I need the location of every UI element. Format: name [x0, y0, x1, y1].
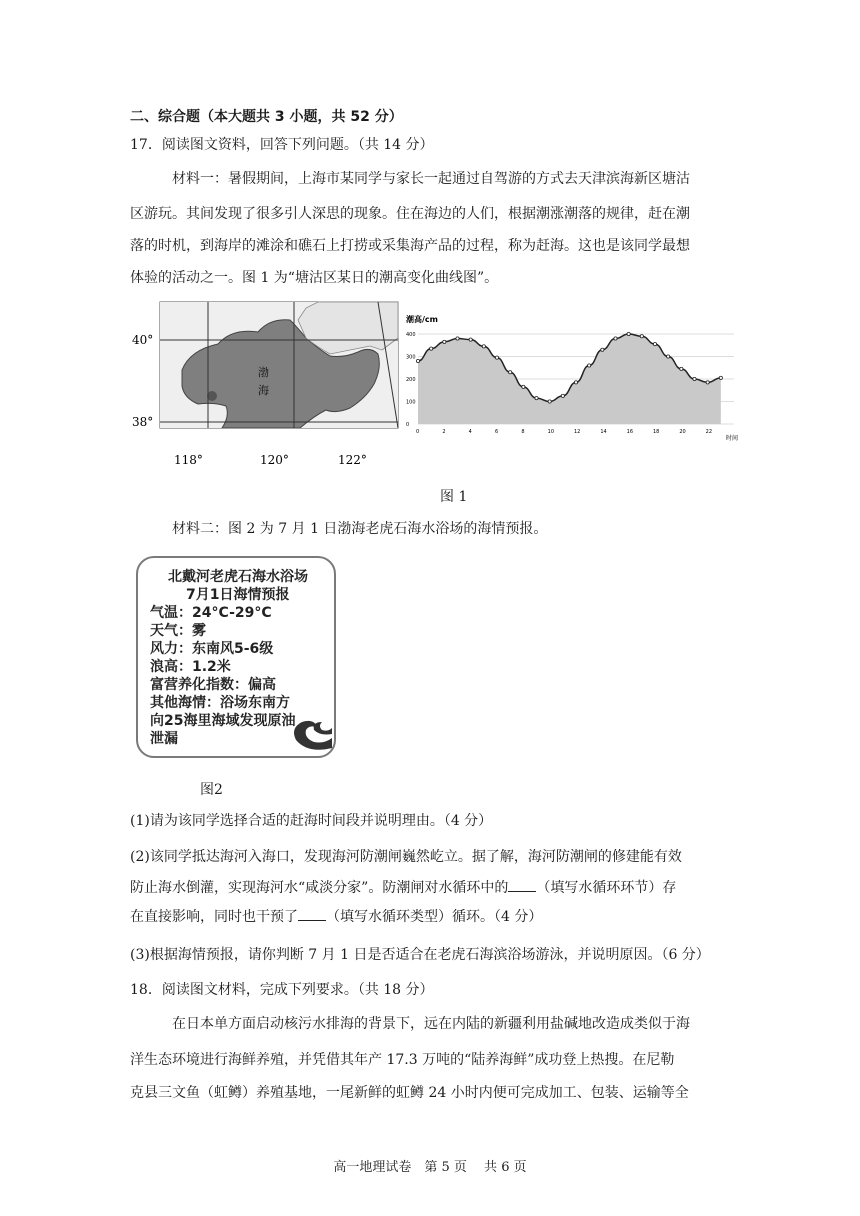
sea-label-1: 渤 — [258, 366, 269, 379]
forecast-other-2: 向25海里海域发现原油 — [150, 713, 296, 729]
lat-label-38: 38° — [132, 415, 154, 429]
q18-text-line: 洋生态环境进行海鲜养殖，并凭借其年产 17.3 万吨的“陆养海鲜”成功登上热搜。在尼勒 — [130, 1052, 675, 1068]
lon-label-122: 122° — [338, 453, 367, 467]
tide-point — [640, 335, 643, 338]
lat-label-40: 40° — [132, 333, 154, 347]
q18-text-line: 克县三文鱼（虹鳟）养殖基地，一尾新鲜的虹鳟 24 小时内便可完成加工、包装、运输等全 — [130, 1085, 689, 1101]
tide-point — [627, 332, 630, 335]
lon-label-118: 118° — [174, 453, 203, 467]
tide-point — [509, 371, 512, 374]
forecast-wave: 浪高：1.2米 — [150, 659, 231, 675]
q17-material1-line: 材料一：暑假期间，上海市某同学与家长一起通过自驾游的方式去天津滨海新区塘沽 — [172, 171, 690, 187]
tide-point — [482, 345, 485, 348]
forecast-weather: 天气：雾 — [150, 623, 206, 639]
tide-xtick-label: 10 — [547, 429, 555, 435]
tide-point — [667, 355, 670, 358]
tide-point — [535, 397, 538, 400]
tide-point — [456, 337, 459, 340]
section-title: 二、综合题（本大题共 3 小题，共 52 分） — [130, 109, 403, 125]
tide-xtick-label: 14 — [600, 429, 607, 435]
tide-xtick-label: 20 — [679, 429, 686, 435]
forecast-other-1: 其他海情：浴场东南方 — [150, 695, 290, 711]
bohai-map — [130, 298, 402, 468]
answer-blank-1[interactable] — [508, 877, 536, 892]
q17-sub2-line1: (2)该同学抵达海河入海口，发现海河防潮闸巍然屹立。据了解，海河防潮闸的修建能有效 — [130, 849, 682, 865]
tide-point — [653, 343, 656, 346]
tide-ytick-label: 400 — [406, 332, 416, 338]
q17-sub1: (1)请为该同学选择合适的赶海时间段并说明理由。（4 分） — [130, 813, 493, 829]
q17-heading: 17．阅读图文资料，回答下列问题。（共 14 分） — [130, 137, 434, 153]
tide-ylabel: 潮高/cm — [406, 315, 438, 324]
sea-forecast-card — [136, 556, 336, 758]
q18-text-line: 在日本单方面启动核污水排海的背景下，远在内陆的新疆利用盐碱地改造成类似于海 — [172, 1016, 690, 1032]
forecast-wind: 风力：东南风5-6级 — [150, 641, 274, 657]
q17-sub3: (3)根据海情预报，请你判断 7 月 1 日是否适合在老虎石海滨浴场游泳，并说明原因。（6 分） — [130, 947, 710, 963]
q17-material1-line: 落的时机，到海岸的滩涂和礁石上打捞或采集海产品的过程，称为赶海。这也是该同学最想 — [130, 238, 690, 254]
tide-point — [719, 376, 722, 379]
forecast-eutrophication: 富营养化指数：偏高 — [150, 677, 276, 693]
sea-label-2: 海 — [258, 384, 269, 397]
tide-point — [693, 377, 696, 380]
tide-point — [588, 364, 591, 367]
tide-point — [522, 385, 525, 388]
tide-xlabel: 时间 — [726, 435, 739, 442]
tide-xtick-label: 12 — [574, 429, 581, 435]
figure2-caption: 图2 — [200, 782, 223, 798]
q17-material1-line: 区游玩。其间发现了很多引人深思的现象。住在海边的人们，根据潮涨潮落的规律，赶在潮 — [130, 206, 690, 222]
tide-point — [614, 337, 617, 340]
tide-chart — [404, 308, 748, 442]
tide-xtick-label: 0 — [416, 429, 420, 435]
forecast-title: 北戴河老虎石海水浴场 — [168, 569, 308, 585]
tide-xtick-label: 6 — [495, 429, 499, 435]
sea-forecast-figure — [130, 550, 344, 762]
tide-point — [680, 367, 683, 370]
q17-sub2-line2 — [130, 877, 676, 898]
q17-sub2-line3 — [130, 906, 542, 927]
tide-xtick-label: 8 — [521, 429, 525, 435]
lon-label-120: 120° — [260, 453, 289, 467]
tide-xtick-label: 22 — [705, 429, 713, 435]
q17-sub2-text-d: （填写水循环类型）循环。（4 分） — [326, 909, 543, 925]
tide-xtick-label: 18 — [653, 429, 660, 435]
tide-ytick-label: 0 — [406, 422, 410, 428]
q17-sub2-text-c: 在直接影响，同时也干预了 — [130, 909, 298, 925]
tide-xtick-label: 16 — [626, 429, 634, 435]
tide-ytick-label: 200 — [406, 377, 416, 383]
page-footer: 高一地理试卷 第 5 页 共 6 页 — [333, 1160, 527, 1175]
q17-sub2-text-b: （填写水循环环节）存 — [536, 880, 677, 896]
wave-icon — [288, 714, 334, 754]
tide-xtick-label: 4 — [468, 429, 472, 435]
tide-point — [574, 381, 577, 384]
q18-heading: 18．阅读图文材料，完成下列要求。（共 18 分） — [130, 982, 434, 998]
forecast-date: 7月1日海情预报 — [186, 587, 290, 603]
tide-point — [416, 359, 419, 362]
tide-point — [561, 394, 564, 397]
q17-sub2-text-a: 防止海水倒灌，实现海河水“咸淡分家”。防潮闸对水循环中的 — [130, 880, 509, 896]
tide-point — [495, 356, 498, 359]
tide-point — [430, 347, 433, 350]
tide-ytick-label: 100 — [406, 399, 416, 406]
tide-point — [548, 400, 551, 403]
tide-point — [706, 381, 709, 384]
tide-ytick-label: 300 — [406, 354, 416, 361]
tide-point — [601, 348, 604, 351]
q17-material2: 材料二：图 2 为 7 月 1 日渤海老虎石海水浴场的海情预报。 — [172, 521, 548, 537]
tide-point — [469, 338, 472, 341]
answer-blank-2[interactable] — [298, 906, 326, 921]
figure1-caption: 图 1 — [440, 489, 468, 505]
forecast-other-3: 泄漏 — [150, 731, 178, 747]
tide-xtick-label: 2 — [442, 429, 446, 435]
tide-point — [443, 340, 446, 343]
q17-material1-line: 体验的活动之一。图 1 为“塘沽区某日的潮高变化曲线图”。 — [130, 270, 499, 286]
forecast-temp: 气温：24°C-29°C — [150, 605, 272, 621]
